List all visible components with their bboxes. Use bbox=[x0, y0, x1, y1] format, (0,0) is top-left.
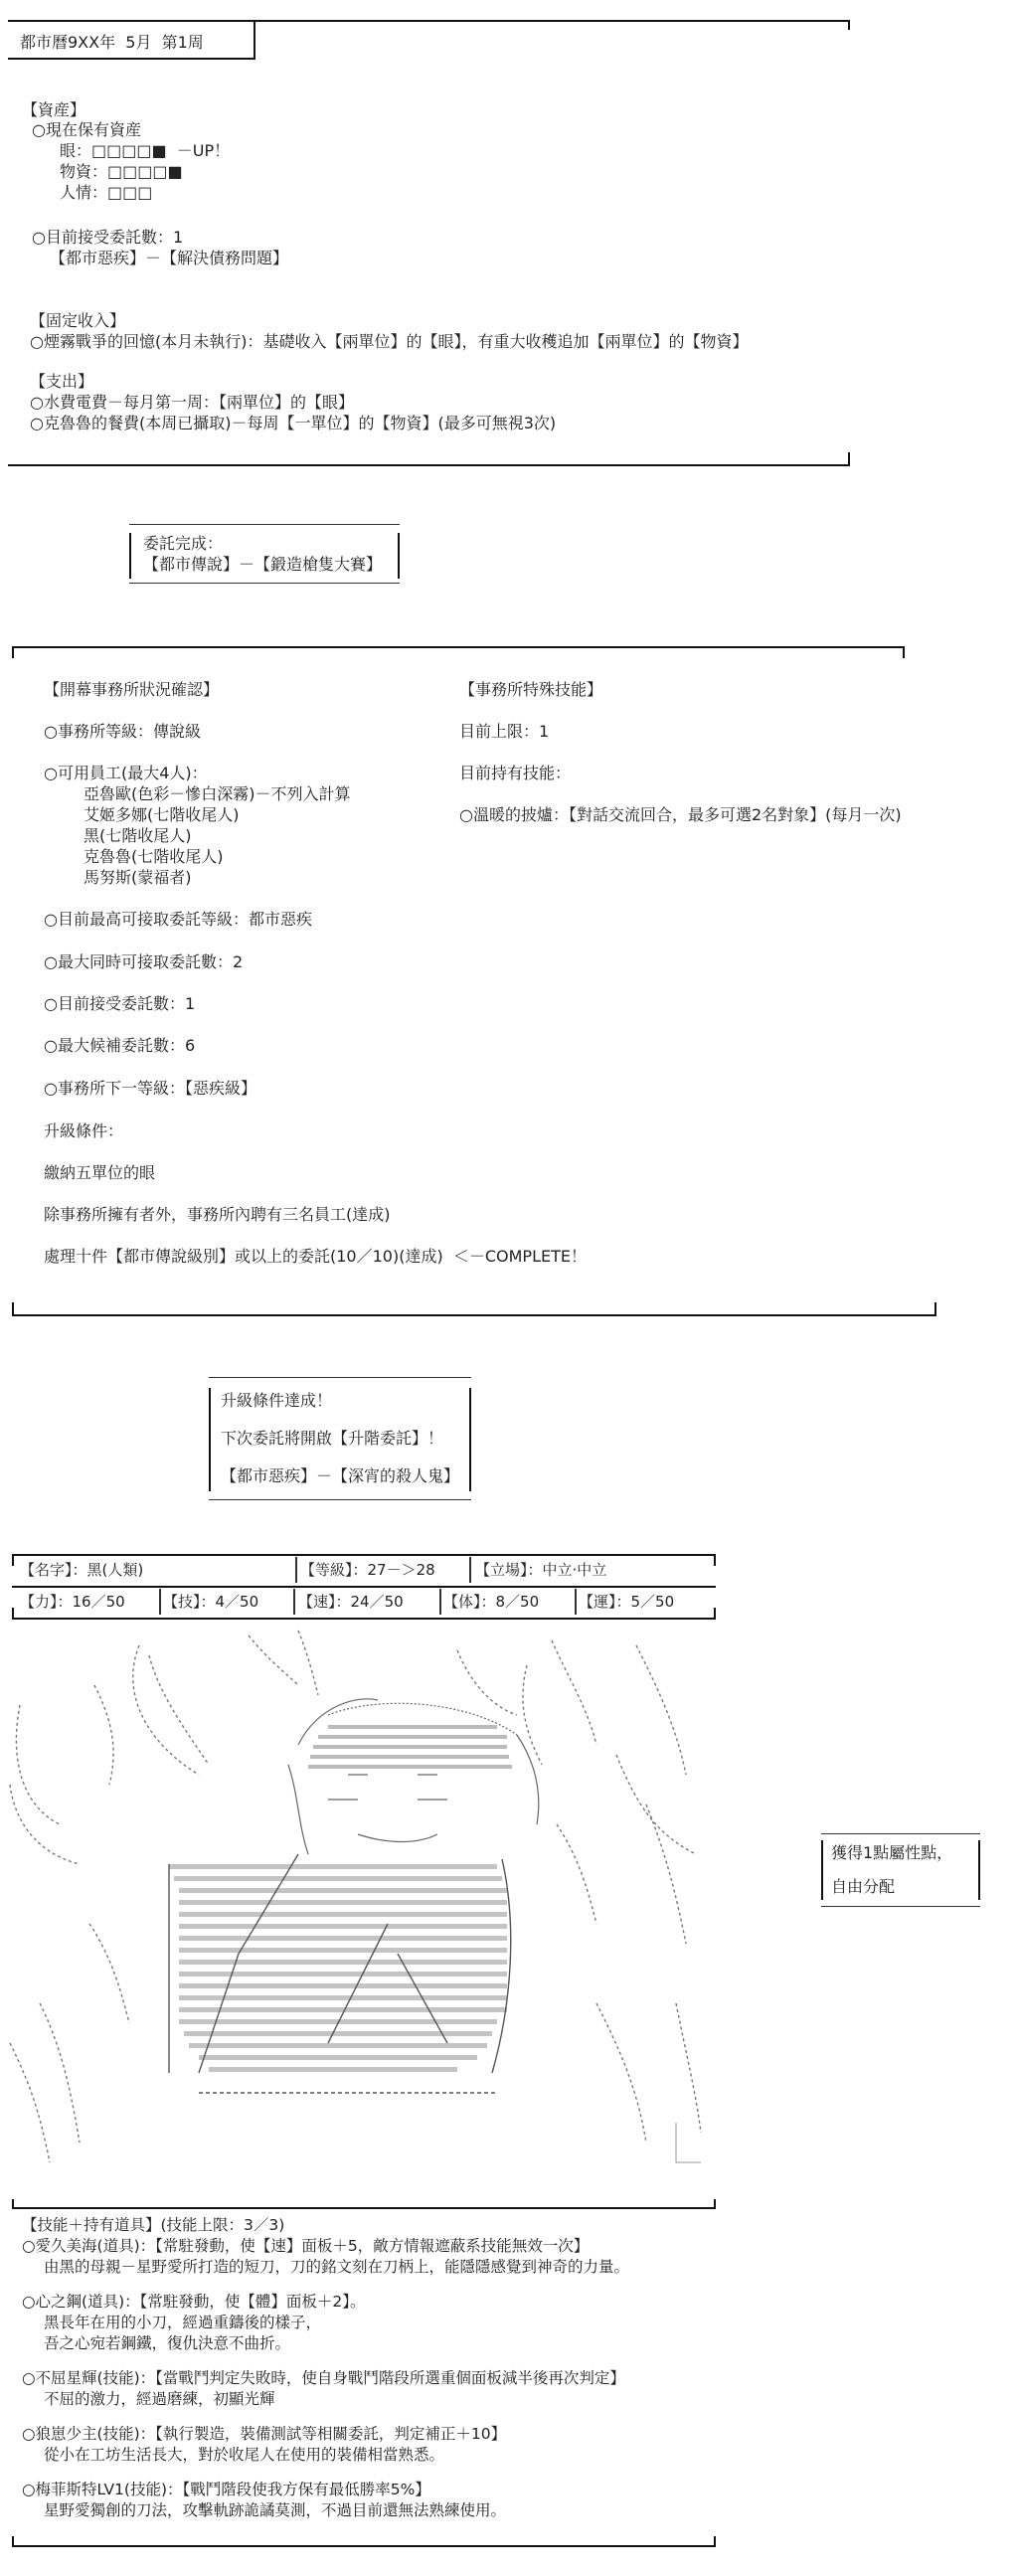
header-title-box-bottom bbox=[8, 58, 254, 60]
stat-skill: 【技】：4／50 bbox=[163, 1593, 259, 1611]
skills-top-right-tick bbox=[714, 2199, 716, 2209]
header-title-box-right bbox=[254, 20, 255, 60]
skills-bottom-right-tick bbox=[714, 2536, 716, 2546]
assets-current-label: ○現在保有資産 bbox=[32, 120, 141, 139]
stat-luck: 【運】：5／50 bbox=[579, 1593, 675, 1611]
character-level: 【等級】：27－＞28 bbox=[300, 1561, 435, 1579]
upgrade-condition-2: 除事務所擁有者外，事務所內聘有三名員工(達成) bbox=[44, 1205, 391, 1224]
commissions-count: ○目前接受委託數：1 bbox=[32, 228, 184, 247]
skills-heading: 【技能＋持有道具】(技能上限：3／3) bbox=[22, 2216, 285, 2234]
asset-goods: 物資：□□□□■ bbox=[60, 162, 183, 181]
office-staff-1: 亞魯歐(色彩－慘白深霧)－不列入計算 bbox=[84, 784, 351, 803]
skill-2-desc-2: 吾之心宛若鋼鐵，復仇決意不曲折。 bbox=[44, 2334, 291, 2352]
office-staff-3: 黑(七階收尾人) bbox=[84, 826, 192, 845]
asset-eye: 眼：□□□□■ －UP！ bbox=[60, 141, 231, 160]
office-bottom-rule bbox=[12, 1314, 936, 1316]
skill-4-desc: 從小在工坊生活長大，對於收尾人在使用的裝備相當熟悉。 bbox=[44, 2446, 445, 2464]
office-max-pending: ○最大候補委託數：6 bbox=[44, 1036, 196, 1055]
header-top-rule bbox=[8, 20, 850, 22]
office-bottom-left-tick bbox=[12, 1302, 14, 1316]
calendar-title: 都市曆9XX年 5月 第1周 bbox=[20, 33, 204, 52]
upgrade-achieved-line-2: 下次委託將開啟【升階委託】！ bbox=[221, 1429, 444, 1448]
upgrade-condition-3: 處理十件【都市傳說級別】或以上的委託(10／10)(達成) ＜－COMPLETE！ bbox=[44, 1247, 587, 1266]
skills-top-left-tick bbox=[12, 2199, 14, 2209]
header-bottom-rule bbox=[8, 464, 850, 466]
expense-line-1: ○水費電費－每月第一周：【兩單位】的【眼】 bbox=[30, 393, 354, 412]
current-commission: 【都市惡疾】－【解決債務問題】 bbox=[50, 249, 289, 267]
upgrade-condition-1: 繳納五單位的眼 bbox=[44, 1163, 156, 1182]
special-owned-label: 目前持有技能： bbox=[459, 764, 572, 782]
skills-bottom-rule bbox=[12, 2545, 716, 2547]
office-max-level: ○目前最高可接取委託等級：都市惡疾 bbox=[44, 910, 312, 929]
stat-strength: 【力】：16／50 bbox=[20, 1593, 125, 1611]
office-staff-2: 艾姬多娜(七階收尾人) bbox=[84, 805, 240, 824]
upgrade-achieved-line-3: 【都市惡疾】－【深宵的殺人鬼】 bbox=[221, 1466, 460, 1485]
office-max-concurrent: ○最大同時可接取委託數：2 bbox=[44, 952, 244, 971]
office-next-level: ○事務所下一等級：【惡疾級】 bbox=[44, 1079, 256, 1098]
office-heading: 【開幕事務所狀況確認】 bbox=[44, 680, 220, 699]
expense-heading: 【支出】 bbox=[30, 372, 94, 391]
skill-1-desc: 由黑的母親－星野愛所打造的短刀，刀的銘文刻在刀柄上，能隱隱感覺到神奇的力量。 bbox=[44, 2258, 630, 2276]
upgrade-achieved-line-1: 升級條件達成！ bbox=[221, 1391, 333, 1410]
commission-complete-name: 【都市傳說】－【鍛造槍隻大賽】 bbox=[143, 555, 383, 574]
character-status-table bbox=[12, 1554, 716, 1618]
special-limit: 目前上限：1 bbox=[459, 722, 550, 741]
reward-box bbox=[821, 1833, 980, 1907]
asset-favor: 人情：□□□ bbox=[60, 183, 153, 202]
skill-2-desc: 黑長年在用的小刀，經過重鑄後的樣子， bbox=[44, 2314, 322, 2331]
office-top-rule bbox=[12, 646, 905, 648]
special-heading: 【事務所特殊技能】 bbox=[459, 680, 603, 699]
character-name: 【名字】：黑(人類) bbox=[20, 1561, 144, 1579]
upgrade-achieved-box bbox=[209, 1377, 471, 1500]
reward-line-1: 獲得1點屬性點， bbox=[831, 1843, 953, 1862]
character-stance: 【立場】：中立·中立 bbox=[475, 1561, 607, 1579]
skill-3-title: ○不屈星輝(技能)：【當戰鬥判定失敗時，使自身戰鬥階段所選重個面板減半後再次判定】 bbox=[22, 2369, 625, 2387]
character-ascii-illustration bbox=[0, 1626, 716, 2212]
skill-5-desc: 星野愛獨創的刀法，攻擊軌跡詭譎莫測，不過目前還無法熟練使用。 bbox=[44, 2501, 507, 2519]
header-bottom-right-tick bbox=[848, 452, 850, 466]
office-top-right-tick bbox=[903, 646, 905, 658]
assets-heading: 【資産】 bbox=[22, 100, 86, 119]
office-staff-5: 馬努斯(蒙福者) bbox=[84, 868, 192, 887]
office-staff-label: ○可用員工(最大4人)： bbox=[44, 764, 208, 782]
income-heading: 【固定收入】 bbox=[30, 311, 126, 330]
skills-top-rule bbox=[12, 2207, 716, 2209]
office-current-accepted: ○目前接受委託數：1 bbox=[44, 994, 196, 1013]
skill-1-title: ○愛久美海(道具)：【常駐發動，使【速】面板＋5，敵方情報遮蔽系技能無效一次】 bbox=[22, 2237, 590, 2255]
income-line: ○煙霧戰爭的回憶(本月未執行)：基礎收入【兩單位】的【眼】，有重大收穫追加【兩單位】的【物資】 bbox=[30, 332, 749, 351]
expense-line-2: ○克魯魯的餐費(本周已攝取)－每周【一單位】的【物資】(最多可無視3次) bbox=[30, 414, 557, 432]
office-bottom-right-tick bbox=[934, 1302, 936, 1316]
skill-3-desc: 不屈的激力，經過磨練，初顯光輝 bbox=[44, 2390, 275, 2408]
reward-line-2: 自由分配 bbox=[831, 1877, 896, 1896]
office-top-left-tick bbox=[12, 646, 14, 658]
office-level: ○事務所等級：傳說級 bbox=[44, 722, 201, 741]
upgrade-conditions-label: 升級條件： bbox=[44, 1121, 124, 1140]
commission-complete-box bbox=[129, 524, 400, 584]
special-skill: ○溫暖的披爐：【對話交流回合，最多可選2名對象】(每月一次) bbox=[459, 805, 902, 824]
skill-4-title: ○狼崽少主(技能)：【執行製造，裝備測試等相關委託，判定補正＋10】 bbox=[22, 2425, 507, 2443]
skill-5-title: ○梅菲斯特LV1(技能)：【戰鬥階段使我方保有最低勝率5%】 bbox=[22, 2481, 430, 2498]
skills-bottom-left-tick bbox=[12, 2536, 14, 2546]
header-right-tick bbox=[848, 20, 850, 30]
stat-speed: 【速】：24／50 bbox=[298, 1593, 404, 1611]
skill-2-title: ○心之鋼(道具)：【常駐發動，使【體】面板＋2】。 bbox=[22, 2293, 366, 2311]
office-staff-4: 克魯魯(七階收尾人) bbox=[84, 847, 224, 866]
stat-body: 【体】：8／50 bbox=[443, 1593, 540, 1611]
commission-complete-label: 委託完成： bbox=[143, 534, 224, 553]
